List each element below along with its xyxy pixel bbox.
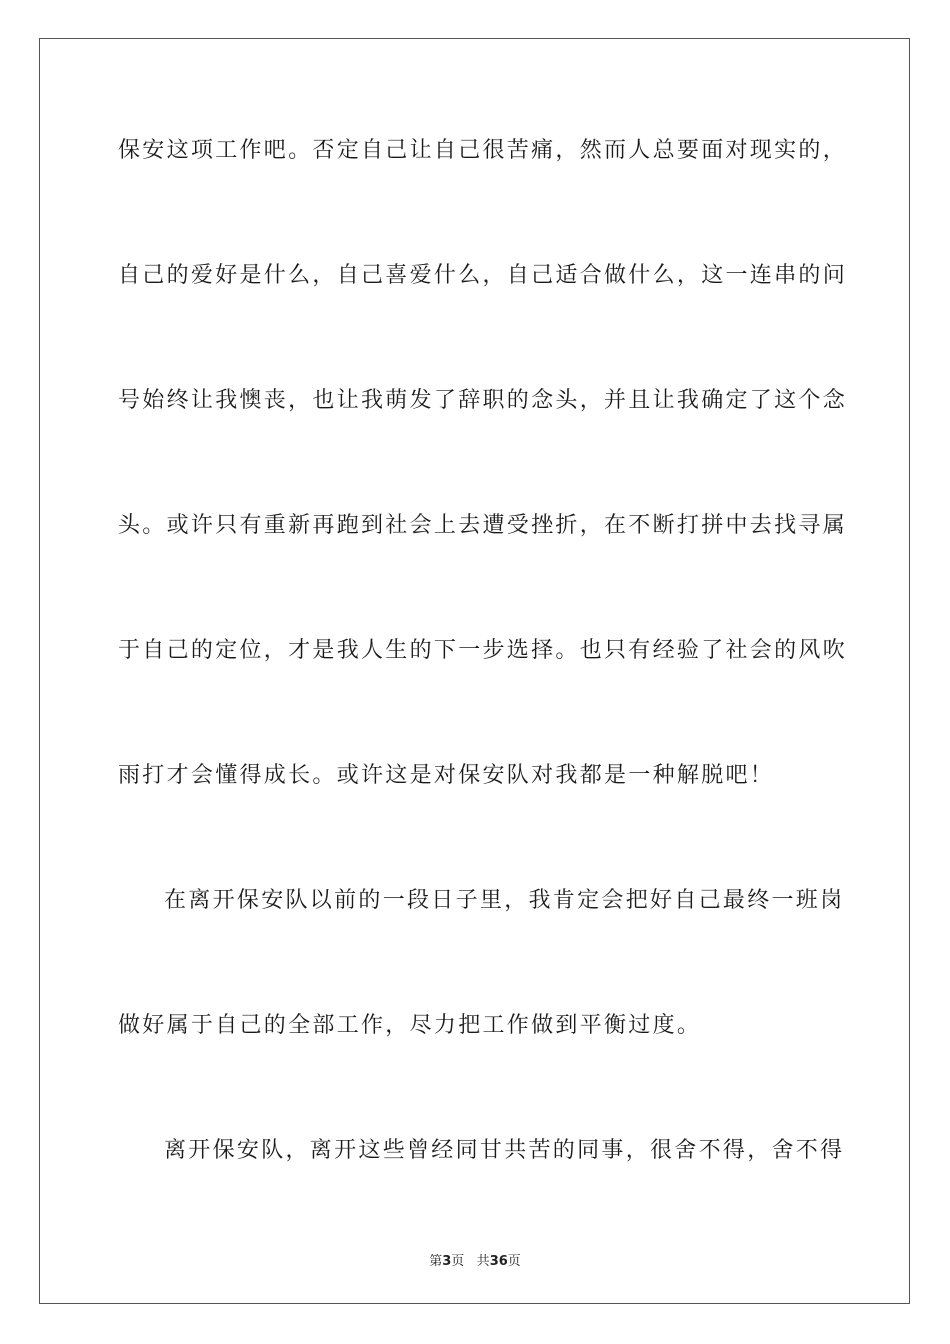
page-number: 3 bbox=[442, 1254, 452, 1269]
body-line-5: 于自己的定位，才是我人生的下一步选择。也只有经验了社会的风吹 bbox=[118, 638, 848, 663]
page-border bbox=[39, 38, 910, 1304]
body-line-7: 在离开保安队以前的一段日子里，我肯定会把好自己最终一班岗 bbox=[164, 888, 845, 913]
body-line-6: 雨打才会懂得成长。或许这是对保安队对我都是一种解脱吧！ bbox=[118, 763, 775, 788]
total-prefix: 共 bbox=[476, 1254, 490, 1269]
total-pages: 36 bbox=[489, 1254, 508, 1269]
body-line-9: 离开保安队，离开这些曾经同甘共苦的同事，很舍不得，舍不得 bbox=[164, 1138, 845, 1163]
body-line-2: 自己的爱好是什么，自己喜爱什么，自己适合做什么，这一连串的问 bbox=[118, 263, 848, 288]
page-footer bbox=[0, 1250, 950, 1269]
page-prefix: 第 bbox=[429, 1254, 443, 1269]
body-line-8: 做好属于自己的全部工作，尽力把工作做到平衡过度。 bbox=[118, 1013, 702, 1038]
body-line-4: 头。或许只有重新再跑到社会上去遭受挫折，在不断打拼中去找寻属 bbox=[118, 513, 848, 538]
body-line-3: 号始终让我懊丧，也让我萌发了辞职的念头，并且让我确定了这个念 bbox=[118, 388, 848, 413]
page-suffix: 页 bbox=[451, 1254, 465, 1269]
body-line-1: 保安这项工作吧。否定自己让自己很苦痛，然而人总要面对现实的， bbox=[118, 138, 848, 163]
total-suffix: 页 bbox=[507, 1254, 521, 1269]
